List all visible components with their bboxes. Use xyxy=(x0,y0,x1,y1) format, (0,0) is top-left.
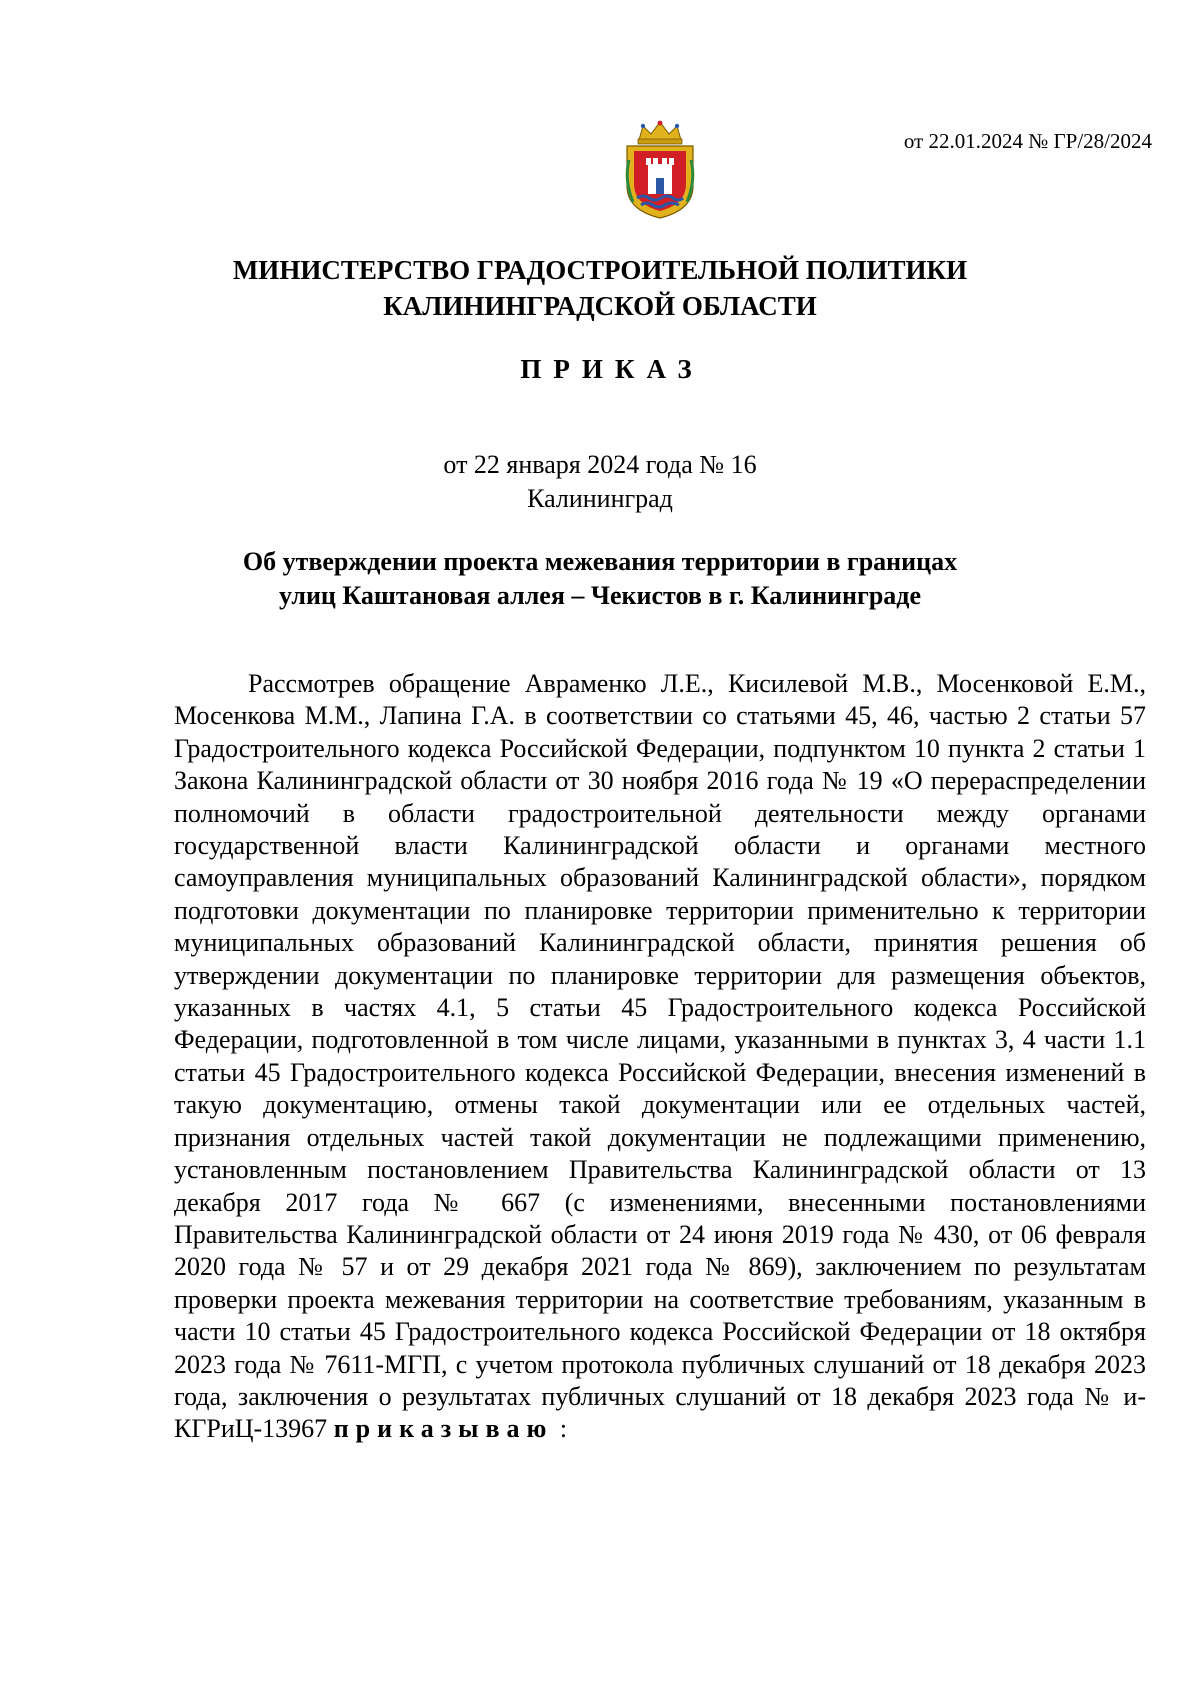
order-subject-line-2: улиц Каштановая аллея – Чекистов в г. Калининграде xyxy=(279,581,921,610)
command-word: приказываю xyxy=(333,1414,554,1444)
order-meta xyxy=(0,448,1200,516)
ministry-name-line-2: КАЛИНИНГРАДСКОЙ ОБЛАСТИ xyxy=(383,291,817,321)
ministry-name-line-1: МИНИСТЕРСТВО ГРАДОСТРОИТЕЛЬНОЙ ПОЛИТИКИ xyxy=(232,255,968,285)
document-type-title: ПРИКАЗ xyxy=(520,354,704,384)
order-date-number: от 22 января 2024 года № 16 xyxy=(443,450,757,479)
order-subject xyxy=(0,545,1200,613)
body-paragraph xyxy=(174,668,1146,1446)
ministry-name xyxy=(0,252,1200,324)
kaliningrad-coat-of-arms-icon xyxy=(621,120,699,220)
order-subject-line-1: Об утверждении проекта межевания территории в границах xyxy=(242,547,958,576)
order-city: Калининград xyxy=(527,484,673,513)
body-paragraph-text: Рассмотрев обращение Авраменко Л.Е., Кисилевой М.В., Мосенковой Е.М., Мосенкова М.М., Лапина Г.А. в соответствии со статьями 45, 46, частью 2 статьи 57 Градостроительного кодекса Российской Федерации, подпунктом 10 пункта 2 статьи 1 Закона Калининградской области от 30 ноября 2016 года № 19 «О перераспределении полномочий в области градостроительной деятельности между органами государственной власти Калининградской области и органами местного самоуправления муниципальных образований Калининградской области», порядком подготовки документации по планировке территории применительно к территории муниципальных образований Калининградской области, принятия решения об утверждении документации по планировке территории для размещения объектов, указанных в частях 4.1, 5 статьи 45 Градостроительного кодекса Российской Федерации, подготовленной в том числе лицами, указанными в пунктах 3, 4 части 1.1 статьи 45 Градостроительного кодекса Российской Федерации, внесения изменений в такую документацию, отмены такой документации или ее отдельных частей, признания отдельных частей такой документации не подлежащими применению, установленным постановлением Правительства Калининградской области от 13 декабря 2017 года № 667 (с изменениями, внесенными постановлениями Правительства Калининградской области от 24 июня 2019 года № 430, от 06 февраля 2020 года № 57 и от 29 декабря 2021 года № 869), заключением по результатам проверки проекта межевания территории на соответствие требованиям, указанным в части 10 статьи 45 Градостроительного кодекса Российской Федерации от 18 октября 2023 года № 7611-МГП, с учетом протокола публичных слушаний от 18 декабря 2023 года, заключения о результатах публичных слушаний от 18 декабря 2023 года № и-КГРиЦ-13967 xyxy=(174,669,1146,1444)
command-colon: : xyxy=(553,1414,568,1444)
reference-number: от 22.01.2024 № ГР/28/2024 xyxy=(903,129,1152,153)
